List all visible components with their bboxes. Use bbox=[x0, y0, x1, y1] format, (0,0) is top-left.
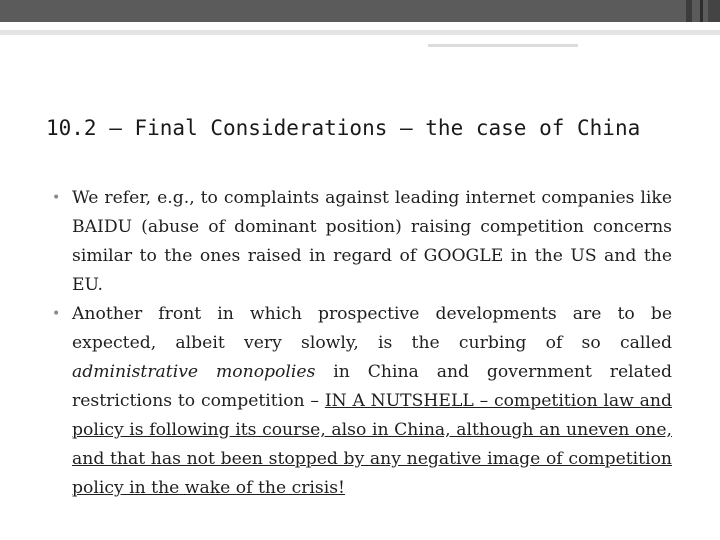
top-bar-band bbox=[700, 0, 703, 22]
bullet-italic-text: administrative monopolies bbox=[72, 362, 316, 382]
slide-title: 10.2 – Final Considerations – the case of China bbox=[46, 116, 641, 140]
bullet-text: in China and government related restrictions to competition – bbox=[72, 362, 672, 411]
header-rule bbox=[0, 30, 720, 35]
top-decorative-bar bbox=[0, 0, 720, 22]
top-bar-band bbox=[686, 0, 692, 22]
slide-body bbox=[52, 184, 672, 503]
bullet-text: Another front in which prospective developments are to be expected, albeit very slowly, is the curbing of so called bbox=[72, 304, 672, 353]
bullet-dot: • bbox=[52, 306, 61, 322]
bullet-item bbox=[52, 300, 672, 503]
bullet-underlined-text: IN A NUTSHELL – competition law and policy is following its course, also in China, although an uneven one, and that has not been stopped by any negative image of competition policy in the wake of the crisis! bbox=[72, 391, 673, 498]
bullet-dot: • bbox=[52, 190, 61, 206]
bullet-text: We refer, e.g., to complaints against leading internet companies like BAIDU (abuse of dominant position) raising competition concerns similar to the ones raised in regard of GOOGLE in the US and the EU. bbox=[72, 188, 672, 295]
top-bar-band bbox=[708, 0, 720, 22]
header-accent-rule bbox=[428, 44, 578, 47]
bullet-item bbox=[52, 184, 672, 300]
